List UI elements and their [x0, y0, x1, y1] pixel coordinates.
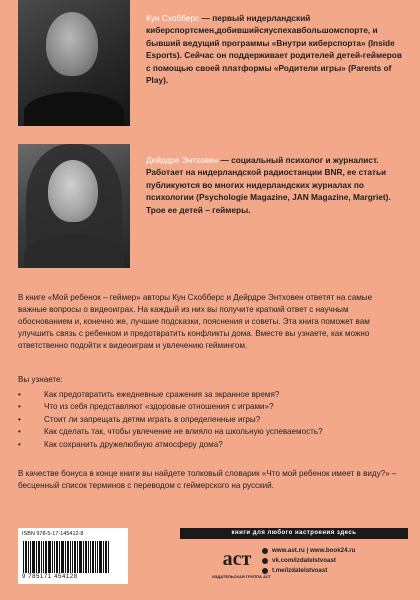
telegram-icon: [262, 568, 268, 574]
face-shape: [46, 12, 98, 76]
author-photo-schobbers: [18, 0, 130, 126]
learn-title: Вы узнаете:: [18, 375, 63, 384]
globe-icon: [262, 548, 268, 554]
bullet-icon: •: [18, 439, 21, 449]
author-name-schobbers: Кун Схобберс: [146, 13, 200, 23]
question-list: [18, 389, 402, 451]
ast-logo-icon: [222, 546, 252, 570]
list-item: • Как сделать так, чтобы увлечение не влияло на школьную успеваемость?: [18, 426, 402, 438]
list-item: • Как сохранить дружелюбную атмосферу дома?: [18, 439, 402, 451]
link-telegram[interactable]: t.me/izdatelstvoast: [262, 566, 355, 576]
bullet-icon: •: [18, 402, 21, 412]
face-shape: [48, 160, 98, 222]
author-name-enthoven: Дейрдре Энтховен: [146, 155, 219, 165]
bio-enthoven-text: — социальный психолог и журналист. Работает на нидерландской радиостанции BNR, ее статьи публикуются во многих нидерландских журналах по психологии (Psychologie Magazine, JAN Magazine, Margriet). Трое ее детей – геймеры.: [146, 155, 391, 215]
bio-schobbers: [146, 12, 402, 86]
isbn-text: ISBN 978-5-17-145412-8: [22, 531, 84, 537]
barcode-number: 9 785171 454128: [22, 574, 78, 580]
list-item: • Стоит ли запрещать детям играть в определенные игры?: [18, 414, 402, 426]
publisher-caption: ИЗДАТЕЛЬСКАЯ ГРУППА АСТ: [212, 574, 271, 579]
bullet-icon: •: [18, 414, 21, 424]
barcode-block: [18, 528, 128, 584]
link-websites[interactable]: www.ast.ru | www.book24.ru: [262, 546, 355, 556]
link-vk[interactable]: vk.com/izdatelstvoast: [262, 556, 355, 566]
slogan-banner: книги для любого настроения здесь: [180, 528, 408, 539]
intro-paragraph: В книге «Мой ребенок – геймер» авторы Кун Схобберс и Дейрдре Энтховен ответят на самые важные вопросы о видеоиграх. На каждый из них вы получите краткий ответ с научным обоснованием и, конечно же, лучшие подсказки, пояснения и советы. Эта книга поможет вам улучшить связь с ребенком и предотвратить конфликты дома. Вместе вы узнаете, как можно ответственно подойти к видеоиграм и увлечению геймингом.: [18, 293, 373, 350]
barcode-icon: [23, 541, 123, 573]
bio-enthoven: [146, 154, 402, 216]
vk-icon: [262, 558, 268, 564]
list-item: • Что из себя представляют «здоровые отношения с играми»?: [18, 401, 402, 413]
bullet-icon: •: [18, 427, 21, 437]
publisher-links: [262, 546, 355, 576]
shoulders-shape: [24, 92, 124, 126]
list-item: • Как предотвратить ежедневные сражения за экранное время?: [18, 389, 402, 401]
bonus-paragraph: В качестве бонуса в конце книги вы найдете толковый словарик «Что мой ребенок имеет в виду?» – бесценный список терминов с переводом с геймерского на русский.: [18, 469, 397, 490]
bullet-icon: •: [18, 390, 21, 399]
shoulders-shape: [24, 234, 124, 268]
bio-schobbers-text: — первый нидерландский киберспортсмен,добившийсяуспехавбольшомспорте, и бывший ведущий программы «Внутри киберспорта» (Inside Esports). Сейчас он поддерживает родителей детей-геймеров с помощью своей платформы «Родители игры» (Parents of Play).: [146, 13, 402, 86]
author-photo-enthoven: [18, 144, 130, 268]
svg-text:аст: аст: [222, 548, 252, 570]
